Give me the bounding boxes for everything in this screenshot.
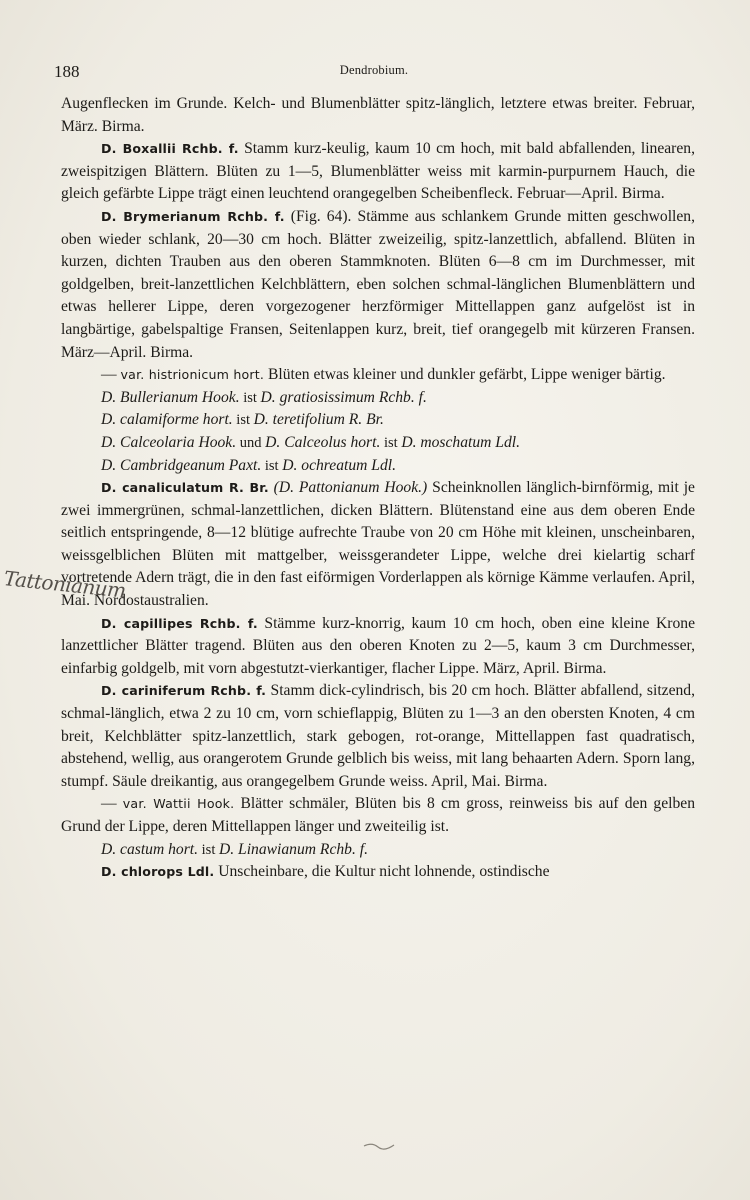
species-name: D. cariniferum Rchb. f. [101, 683, 267, 699]
entry-capillipes: D. capillipes Rchb. f. Stämme kurz-knorrig, kaum 10 cm hoch, oben eine kleine Krone lanzettlicher Blätter tragend. Blüten aus den oberen Knoten zu 2—5, kaum 3 cm Durchmesser, einfarbig goldgelb, mit vorn abgestutzt-vierkantiger, flacher Lippe. März, April. Birma. [61, 614, 695, 677]
synonym-bullerianum: D. Bullerianum Hook. ist D. gratiosissimum Rchb. f. [101, 388, 427, 406]
synonym-parenthetical: (D. Pattonianum Hook.) [268, 479, 428, 497]
entry-brymerianum: D. Brymerianum Rchb. f. (Fig. 64). Stämme aus schlankem Grunde mitten geschwollen, oben wieder schlank, 20—30 cm hoch. Blätter zweizeilig, spitz-lanzettlich, abfallend. Blüten in kurzen, dichten Trauben aus den oberen Stammknoten. Blüten 6—8 cm im Durchmesser, mit goldgelben, breit-lanzettlichen Kelchblättern, eben solchen schmal-länglichen Blumenblättern und etwas hellerer Lippe, deren vorgezogener herzförmiger Mittellappen ganz aufgelöst ist in langbärtige, gabelspaltige Fransen, Seitenlappen kurz, breit, tief orangegelb mit kürzeren Fransen. März—April. Birma. [61, 207, 695, 361]
species-name: D. Brymerianum Rchb. f. [101, 208, 285, 224]
synonym-calamiforme: D. calamiforme hort. ist D. teretifolium R. Br. [101, 411, 384, 429]
paragraph-continuation: Augenflecken im Grunde. Kelch- und Blumenblätter spitz-länglich, letztere etwas breiter. Februar, März. Birma. [61, 95, 695, 135]
running-title: Dendrobium. [339, 63, 409, 77]
entry-chlorops: D. chlorops Ldl. Unscheinbare, die Kultur nicht lohnende, ostindische [101, 863, 550, 881]
entry-canaliculatum: D. canaliculatum R. Br. (D. Pattonianum Hook.) Scheinknollen länglich-birnförmig, mit je zwei immergrünen, schmal-lanzettlichen, dicken Blättern. Blütenstand eine aus dem oberen Ende seitlich entspringende, 8—12 blütige aufrechte Traube von 20 cm Höhe mit kleinen, unscheinbaren, weissgelblichen Blüten mit mattgelber, weissgerandeter Lippe, welche drei kielartig scharf vortretende Adern trägt, die in den fast eiförmigen Vorderlappen als körnige Kämme verlaufen. April, Mai. Nordostaustralien. [61, 479, 695, 610]
synonym-castum: D. castum hort. ist D. Linawianum Rchb. f. [101, 840, 368, 858]
entry-boxallii: D. Boxallii Rchb. f. Stamm kurz-keulig, kaum 10 cm hoch, mit bald abfallenden, linearen, zweispitzigen Blättern. Blüten zu 1—5, Blumenblätter weiss mit karmin-purpurnem Hauch, die gleich gefärbte Lippe trägt einen leuchtend orangegelben Scheibenfleck. Februar—April. Birma. [61, 140, 695, 203]
body-text [61, 93, 695, 884]
entry-var-histrionicum: — var. histrionicum hort. Blüten etwas kleiner und dunkler gefärbt, Lippe weniger bärtig. [101, 366, 666, 384]
species-name: D. capillipes Rchb. f. [101, 615, 258, 631]
synonym-calceolaria: D. Calceolaria Hook. und D. Calceolus hort. ist D. moschatum Ldl. [101, 433, 521, 451]
handwritten-note: Tattonianum [2, 566, 127, 603]
entry-var-wattii: — var. Wattii Hook. Blätter schmäler, Blüten bis 8 cm gross, reinweiss bis auf den gelben Grund der Lippe, deren Mittellappen länger und zweiteilig ist. [61, 795, 696, 835]
species-name: D. chlorops Ldl. [101, 864, 215, 880]
variety-name: var. Wattii Hook. [122, 796, 235, 812]
species-name: D. canaliculatum R. Br. [101, 480, 269, 496]
page-number: 188 [54, 62, 80, 81]
bottom-ink-mark [360, 1138, 400, 1152]
variety-name: var. histrionicum hort. [120, 367, 265, 383]
synonym-cambridgeanum: D. Cambridgeanum Paxt. ist D. ochreatum Ldl. [101, 456, 396, 474]
page-header [54, 62, 694, 84]
entry-cariniferum: D. cariniferum Rchb. f. Stamm dick-cylindrisch, bis 20 cm hoch. Blätter abfallend, sitzend, schmal-länglich, etwa 2 zu 10 cm, vorn schieflappig, Blüten zu 1—3 an den obersten Knoten, 4 cm breit, Kelchblätter spitz-lanzettlich, stark gebogen, rot-orange, Mittellappen fast quadratisch, abstehend, wellig, aus orangerotem Grunde gelblich bis weiss, mit lang behaarten Adern. Sporn lang, stumpf. Säule dreikantig, aus orangegelbem Grunde weiss. April, Mai. Birma. [61, 682, 696, 790]
species-name: D. Boxallii Rchb. f. [101, 141, 239, 157]
